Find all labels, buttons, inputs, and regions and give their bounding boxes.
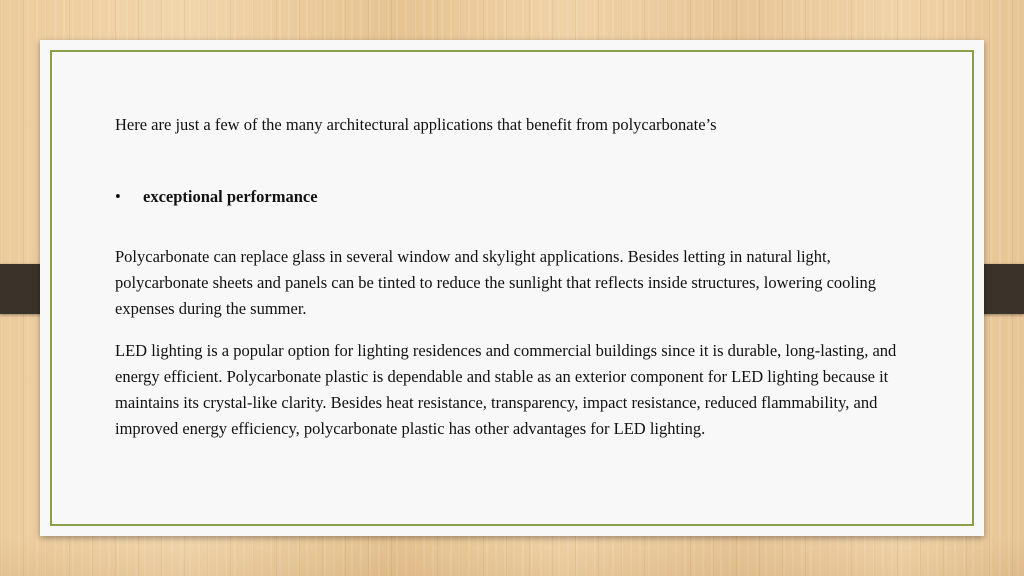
paragraph-led: LED lighting is a popular option for lighting residences and commercial buildings since it is durable, long-lasting, and energy efficient. Polycarbonate plastic is dependable and stable as an exterior component for LED lighting because it maintains its crystal-like clarity. Besides heat resistance, transparency, impact resistance, reduced flammability, and improved energy efficiency, polycarbonate plastic has other advantages for LED lighting. [115, 341, 897, 438]
slide-card [40, 40, 984, 536]
bullet-text: exceptional performance [143, 187, 318, 206]
bullet-icon: • [115, 187, 121, 206]
wood-background [0, 536, 1024, 576]
paragraph-windows: Polycarbonate can replace glass in several window and skylight applications. Besides letting in natural light, polycarbonate sheets and panels can be tinted to reduce the sunlight that reflects inside structures, lowering cooling expenses during the summer. [115, 247, 877, 318]
bullet-item [115, 184, 318, 210]
intro-text: Here are just a few of the many architectural applications that benefit from polycarbonate’s [115, 115, 717, 134]
